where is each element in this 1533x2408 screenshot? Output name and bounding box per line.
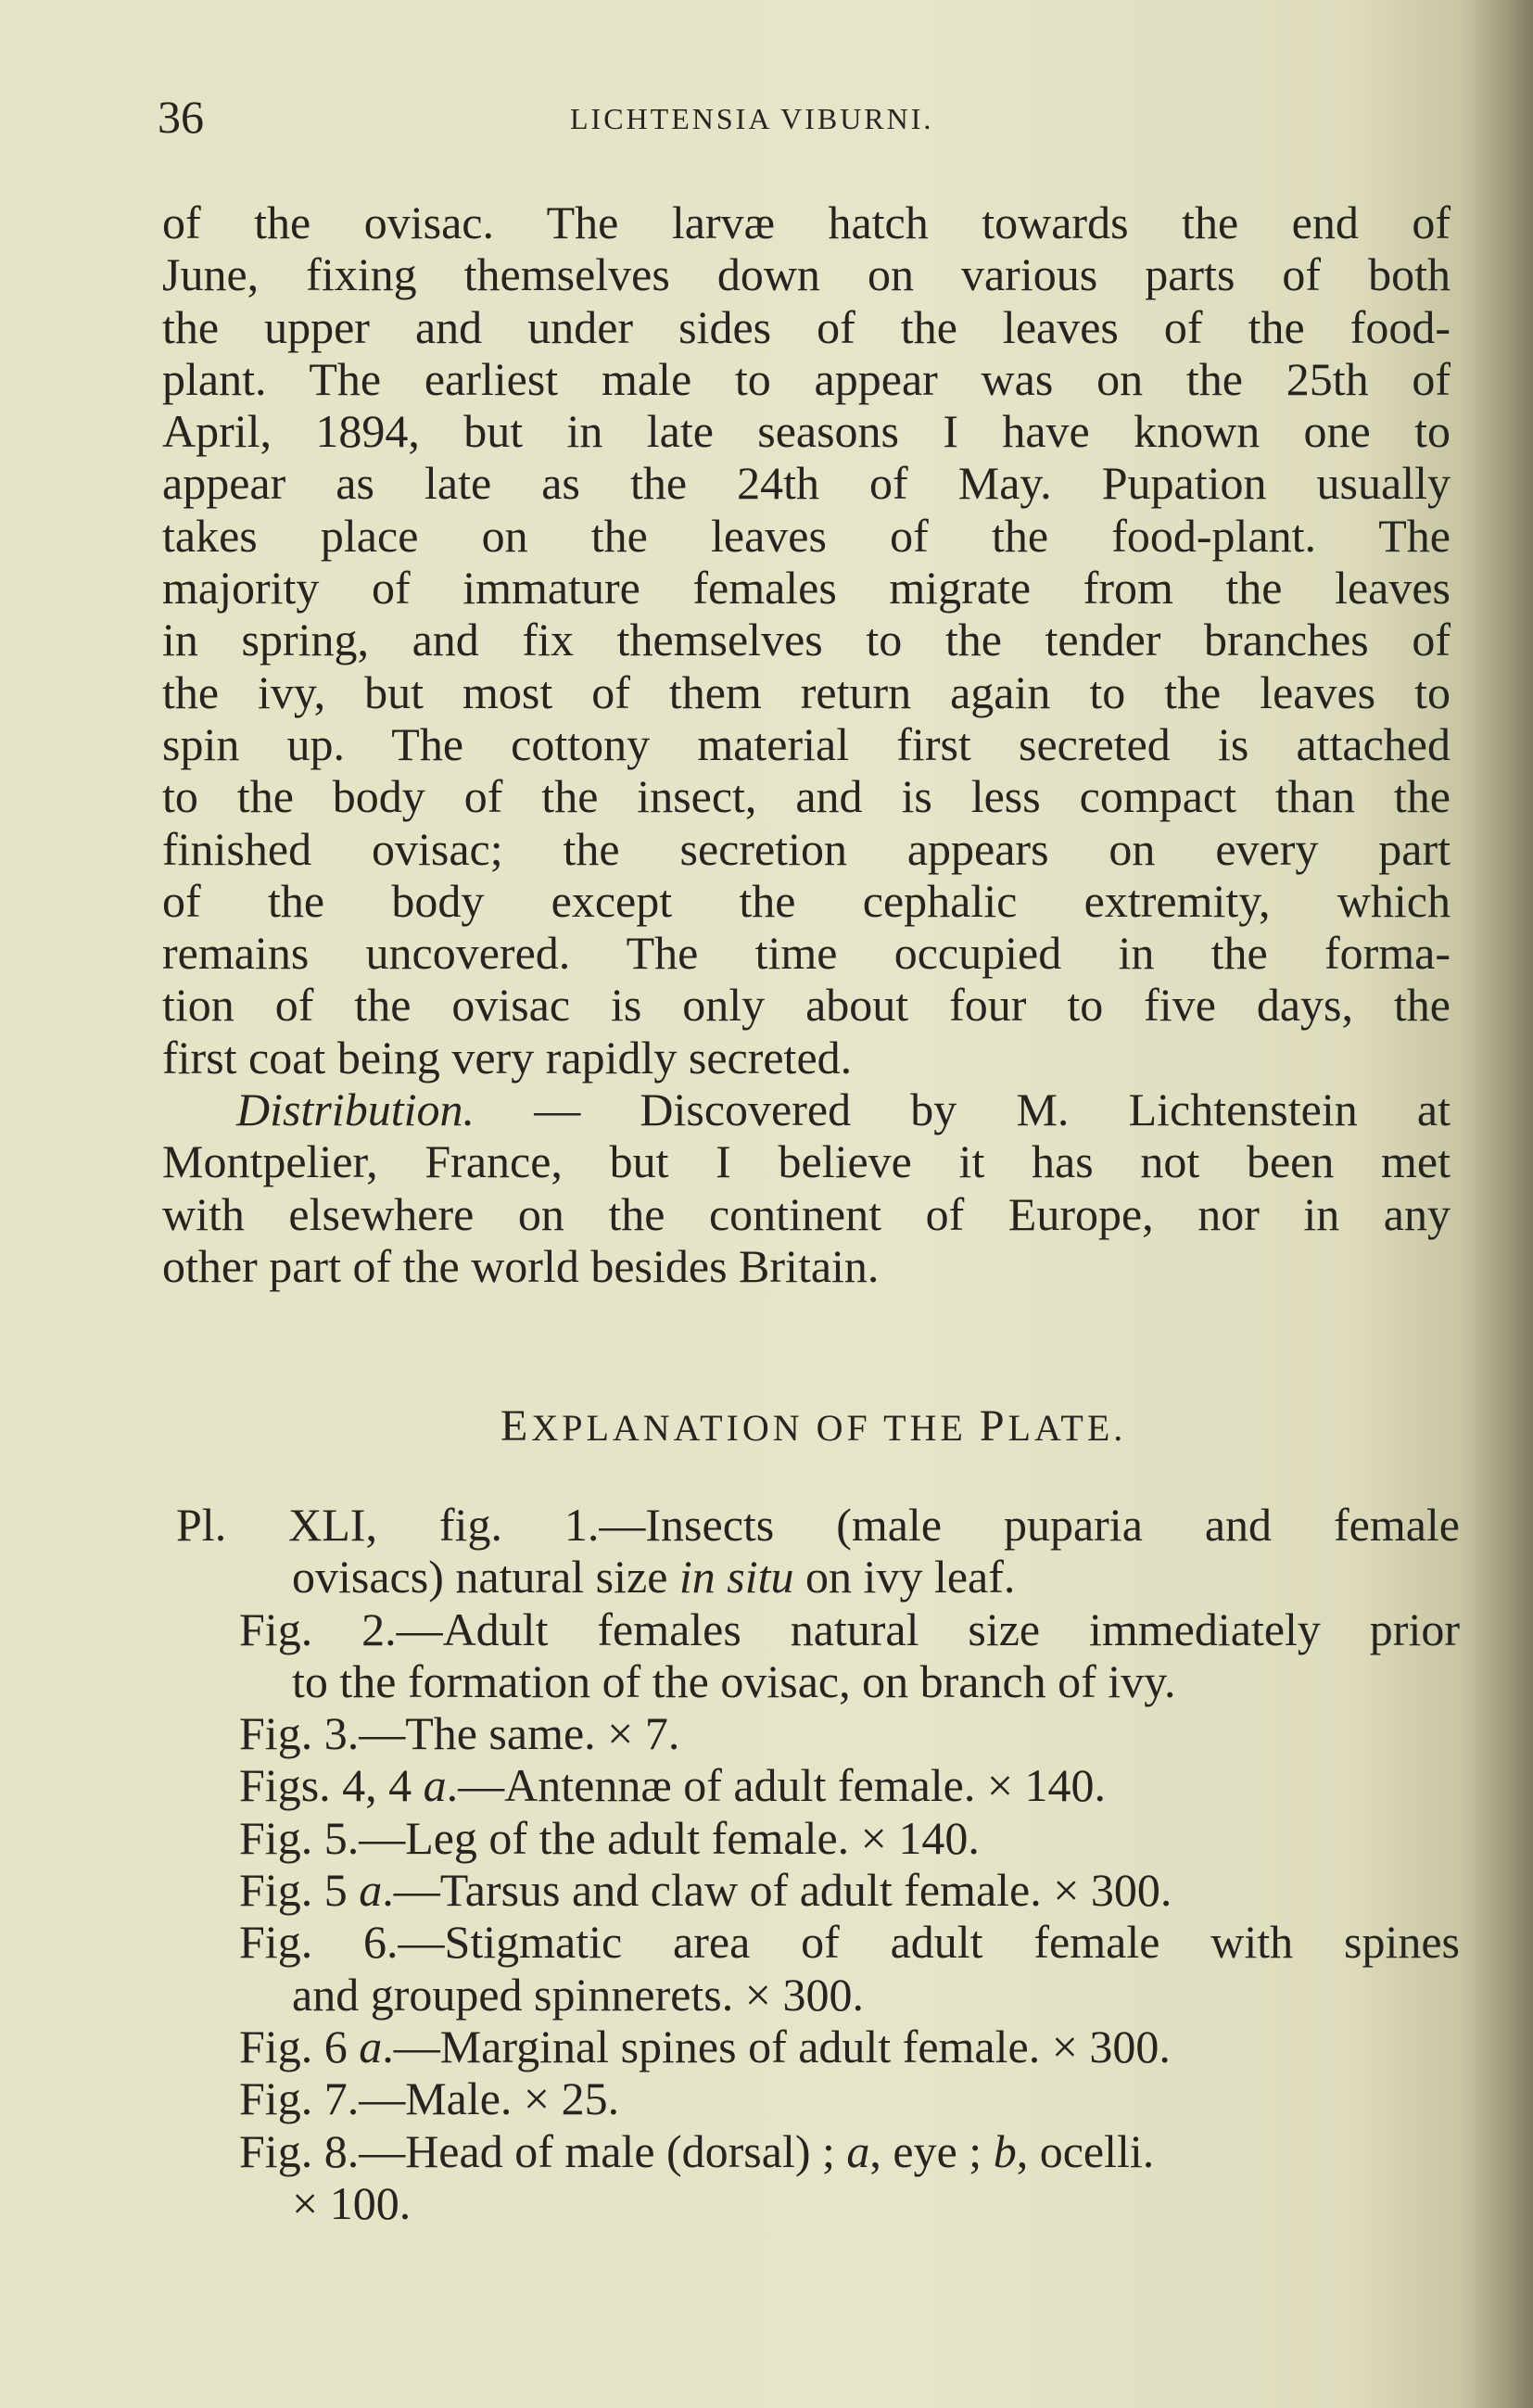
plate-entry: Fig. 8.—Head of male (dorsal) ; a, eye ; b, ocelli. — [239, 2124, 1155, 2177]
italic-term: in situ — [678, 1551, 794, 1603]
text-line: in spring, and fix themselves to the tender branches of — [162, 614, 1451, 666]
distribution-text: — Discovered by M. Lichtenstein at — [534, 1084, 1451, 1136]
body-paragraph — [162, 196, 1451, 1292]
running-head — [158, 89, 1437, 145]
text-line: tion of the ovisac is only about four to five days, the — [162, 979, 1451, 1032]
plate-entry: Fig. 5.—Leg of the adult female. × 140. — [239, 1811, 980, 1864]
text-line: the ivy, but most of them return again to the leaves to — [162, 665, 1451, 718]
distribution-label: Distribution. — [236, 1084, 475, 1136]
plate-entry: Fig. 6 a.—Marginal spines of adult female. × 300. — [239, 2020, 1171, 2072]
plate-entry: Fig. 2.—Adult females natural size immediately prior — [239, 1603, 1460, 1655]
plate-entry: Figs. 4, 4 a.—Antennæ of adult female. × 140. — [239, 1759, 1107, 1812]
plate-entry-continuation: ovisacs) natural size in situ on ivy leaf. — [292, 1551, 1016, 1603]
plate-entry: Fig. 5 a.—Tarsus and claw of adult female. × 300. — [239, 1864, 1172, 1917]
plate-entry-continuation: × 100. — [292, 2176, 412, 2229]
text-line: finished ovisac; the secretion appears on every part — [162, 822, 1451, 875]
text-line: remains uncovered. The time occupied in the forma- — [162, 927, 1451, 980]
text-line: June, fixing themselves down on various parts of both — [162, 248, 1451, 301]
plate-explanation-list — [176, 1499, 1460, 2229]
text-line: of the ovisac. The larvæ hatch towards the end of — [162, 196, 1451, 248]
plate-entry: Pl. XLI, fig. 1.—Insects (male puparia and female — [176, 1499, 1460, 1551]
text-line: majority of immature females migrate from the leaves — [162, 562, 1451, 615]
text-line: takes place on the leaves of the food-plant. The — [162, 509, 1451, 562]
text-line: with elsewhere on the continent of Europe, nor in any — [162, 1187, 1451, 1240]
text-line: April, 1894, but in late seasons I have known one to — [162, 405, 1451, 458]
plate-entry-continuation: to the formation of the ovisac, on branch of ivy. — [292, 1654, 1176, 1707]
running-title: LICHTENSIA VIBURNI. — [570, 102, 934, 135]
plate-entry: Fig. 7.—Male. × 25. — [239, 2072, 620, 2125]
text-line: appear as late as the 24th of May. Pupation usually — [162, 457, 1451, 510]
plate-entry-continuation: and grouped spinnerets. × 300. — [292, 1968, 864, 2021]
text-line: first coat being very rapidly secreted. — [162, 1031, 853, 1084]
page-edge-shadow — [1468, 0, 1533, 2408]
section-heading: EXPLANATION OF THE PLATE. — [500, 1401, 1127, 1451]
page-number: 36 — [158, 91, 204, 143]
text-line: plant. The earliest male to appear was on the 25th of — [162, 352, 1451, 405]
text-line: the upper and under sides of the leaves of the food- — [162, 300, 1451, 353]
text-line: spin up. The cottony material first secreted is attached — [162, 717, 1451, 770]
plate-entry: Fig. 6.—Stigmatic area of adult female with spines — [239, 1916, 1460, 1969]
text-line: other part of the world besides Britain. — [162, 1239, 880, 1292]
text-line: of the body except the cephalic extremity, which — [162, 874, 1451, 927]
text-line: Montpelier, France, but I believe it has not been met — [162, 1135, 1451, 1188]
distribution-line — [162, 1084, 1451, 1135]
text-line: to the body of the insect, and is less compact than the — [162, 770, 1451, 823]
plate-entry: Fig. 3.—The same. × 7. — [239, 1707, 680, 1760]
